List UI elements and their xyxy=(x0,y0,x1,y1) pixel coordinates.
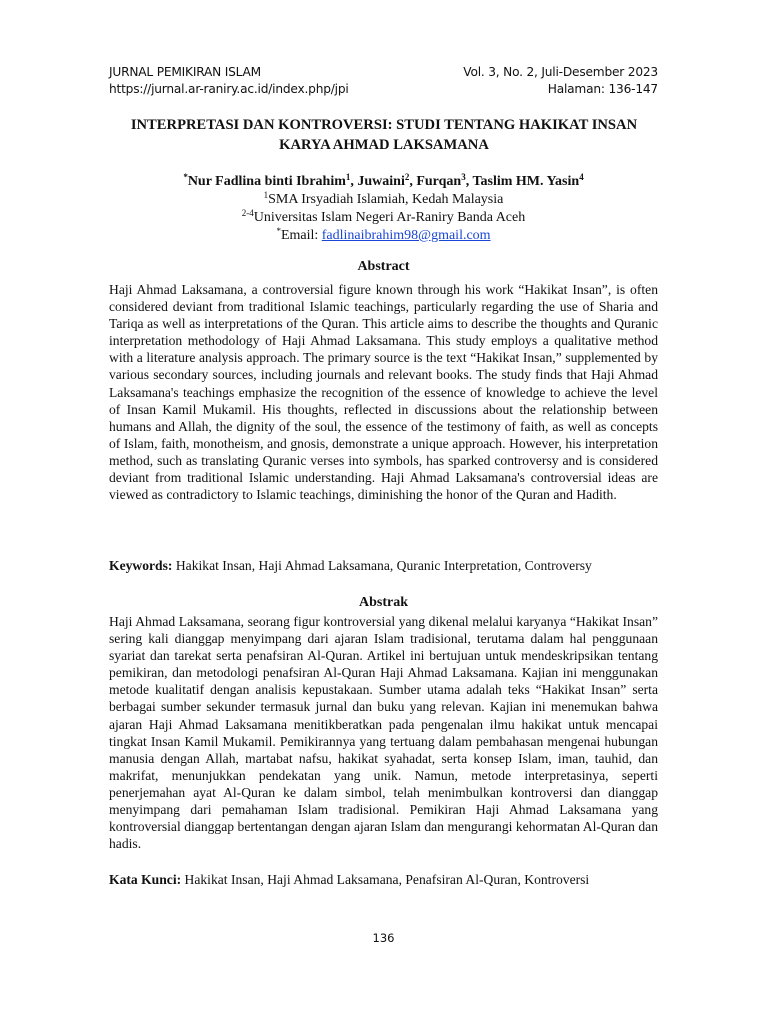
author-email: *Email: fadlinaibrahim98@gmail.com xyxy=(276,226,491,243)
author-affiliation-mark: 1 xyxy=(345,172,351,182)
kata-kunci-value: Hakikat Insan, Haji Ahmad Laksamana, Penafsiran Al-Quran, Kontroversi xyxy=(184,872,590,887)
author-name: Nur Fadlina binti Ibrahim xyxy=(187,174,346,189)
email-link[interactable]: fadlinaibrahim98@gmail.com xyxy=(321,228,491,243)
author-affiliation-mark: 3 xyxy=(461,172,466,182)
keywords-line xyxy=(109,557,658,574)
author-name: Taslim HM. Yasin xyxy=(472,174,580,189)
author-name: Furqan xyxy=(416,174,462,189)
abstract-text: Haji Ahmad Laksamana, a controversial figure known through his work “Hakikat Insan”, is often considered deviant from traditional Islamic teachings, particularly regarding the use of Sharia and Tariqa as well as interpretations of the Quran. This article aims to describe the thoughts and Quranic interpretation methodology of Haji Ahmad Laksamana. This study employs a qualitative method with a literature analysis approach. The primary source is the text “Hakikat Insan,” supplemented by various secondary sources, including journals and relevant books. The study finds that Haji Ahmad Laksamana's teachings emphasize the recognition of the essence of knowledge to achieve the level of Insan Kamil Mukamil. His thoughts, reflected in discussions about the relationship between humans and Allah, the dignity of the soul, the essence of the testimony of faith, as well as concepts of Islam, faith, monotheism, and gnosis, demonstrate a unique approach. However, his interpretation method, such as translating Quranic verses into symbols, has sparked controversy and is considered deviant from traditional Islamic understanding. Haji Ahmad Laksamana's controversial ideas are viewed as contradictory to Islamic teachings, diminishing the honor of the Quran and Hadith. xyxy=(109,282,658,503)
journal-name: JURNAL PEMIKIRAN ISLAM xyxy=(109,65,262,79)
author-list: *Nur Fadlina binti Ibrahim$^1$, Juwaini$^2$, Furqan$^3$, Taslim HM. Yasin$^4$ xyxy=(183,172,584,189)
journal-url[interactable]: https://jurnal.ar-raniry.ac.id/index.php/jpi xyxy=(109,82,349,96)
keywords-value: Hakikat Insan, Haji Ahmad Laksamana, Quranic Interpretation, Controversy xyxy=(175,558,592,573)
author-affiliation-mark: 4 xyxy=(579,172,584,182)
abstract-heading: Abstract xyxy=(357,259,410,274)
corresponding-mark: * xyxy=(183,172,188,182)
author-affiliation-mark: 2 xyxy=(404,172,410,182)
kata-kunci-line xyxy=(109,871,658,888)
affiliation-2: $^{2-4}$Universitas Islam Negeri Ar-Raniry Banda Aceh xyxy=(241,208,526,225)
title-line-2: KARYA AHMAD LAKSAMANA xyxy=(279,136,489,153)
kata-kunci-label: Kata Kunci: xyxy=(109,872,182,887)
author-block xyxy=(109,173,658,245)
abstrak-heading: Abstrak xyxy=(358,595,408,610)
abstrak-text: Haji Ahmad Laksamana, seorang figur kontroversial yang dikenal melalui karyanya “Hakikat Insan” sering kali dianggap menyimpang dari ajaran Islam tradisional, terutama dalam hal penggunaan syariat dan tarekat serta penafsiran Al-Quran. Artikel ini bertujuan untuk mendeskripsikan tentang pemikiran, dan metodologi penafsiran Al-Quran Haji Ahmad Laksamana. Kajian ini menggunakan metode kualitatif dengan analisis kepustakaan. Sumber utama adalah teks “Hakikat Insan” serta berbagai sumber sekunder termasuk jurnal dan buku yang relevan. Kajian ini menemukan bahwa ajaran Haji Ahmad Laksamana menitikberatkan pada pengenalan ilmu hakikat untuk mencapai tingkat Insan Kamil Mukamil. Pemikirannya yang tertuang dalam pembahasan mengenai hubungan manusia dengan Allah, martabat nafsu, hakikat syahadat, serta konsep Islam, iman, tauhid, dan makrifat, menunjukkan pendekatan yang unik. Namun, metode interpretasinya, seperti penerjemahan ayat Al-Quran ke dalam simbol, telah menimbulkan kontroversi dan dianggap menyimpang dari pemahaman Islam tradisional. Pemikiran Haji Ahmad Laksamana yang kontroversial dianggap bertentangan dengan ajaran Islam dan mengurangi kehormatan Al-Quran dan hadis. xyxy=(109,614,658,852)
title-line-1: INTERPRETASI DAN KONTROVERSI: STUDI TENTANG HAKIKAT INSAN xyxy=(130,117,638,133)
page-number: 136 xyxy=(372,931,395,945)
keywords-label: Keywords: xyxy=(109,558,173,573)
page-range: Halaman: 136-147 xyxy=(547,82,658,96)
affiliation-1: $^1$SMA Irsyadiah Islamiah, Kedah Malaysia xyxy=(263,190,504,207)
running-header xyxy=(109,64,658,98)
volume-info: Vol. 3, No. 2, Juli-Desember 2023 xyxy=(463,65,658,79)
author-name: Juwaini xyxy=(357,174,405,189)
paper-title xyxy=(100,116,668,155)
